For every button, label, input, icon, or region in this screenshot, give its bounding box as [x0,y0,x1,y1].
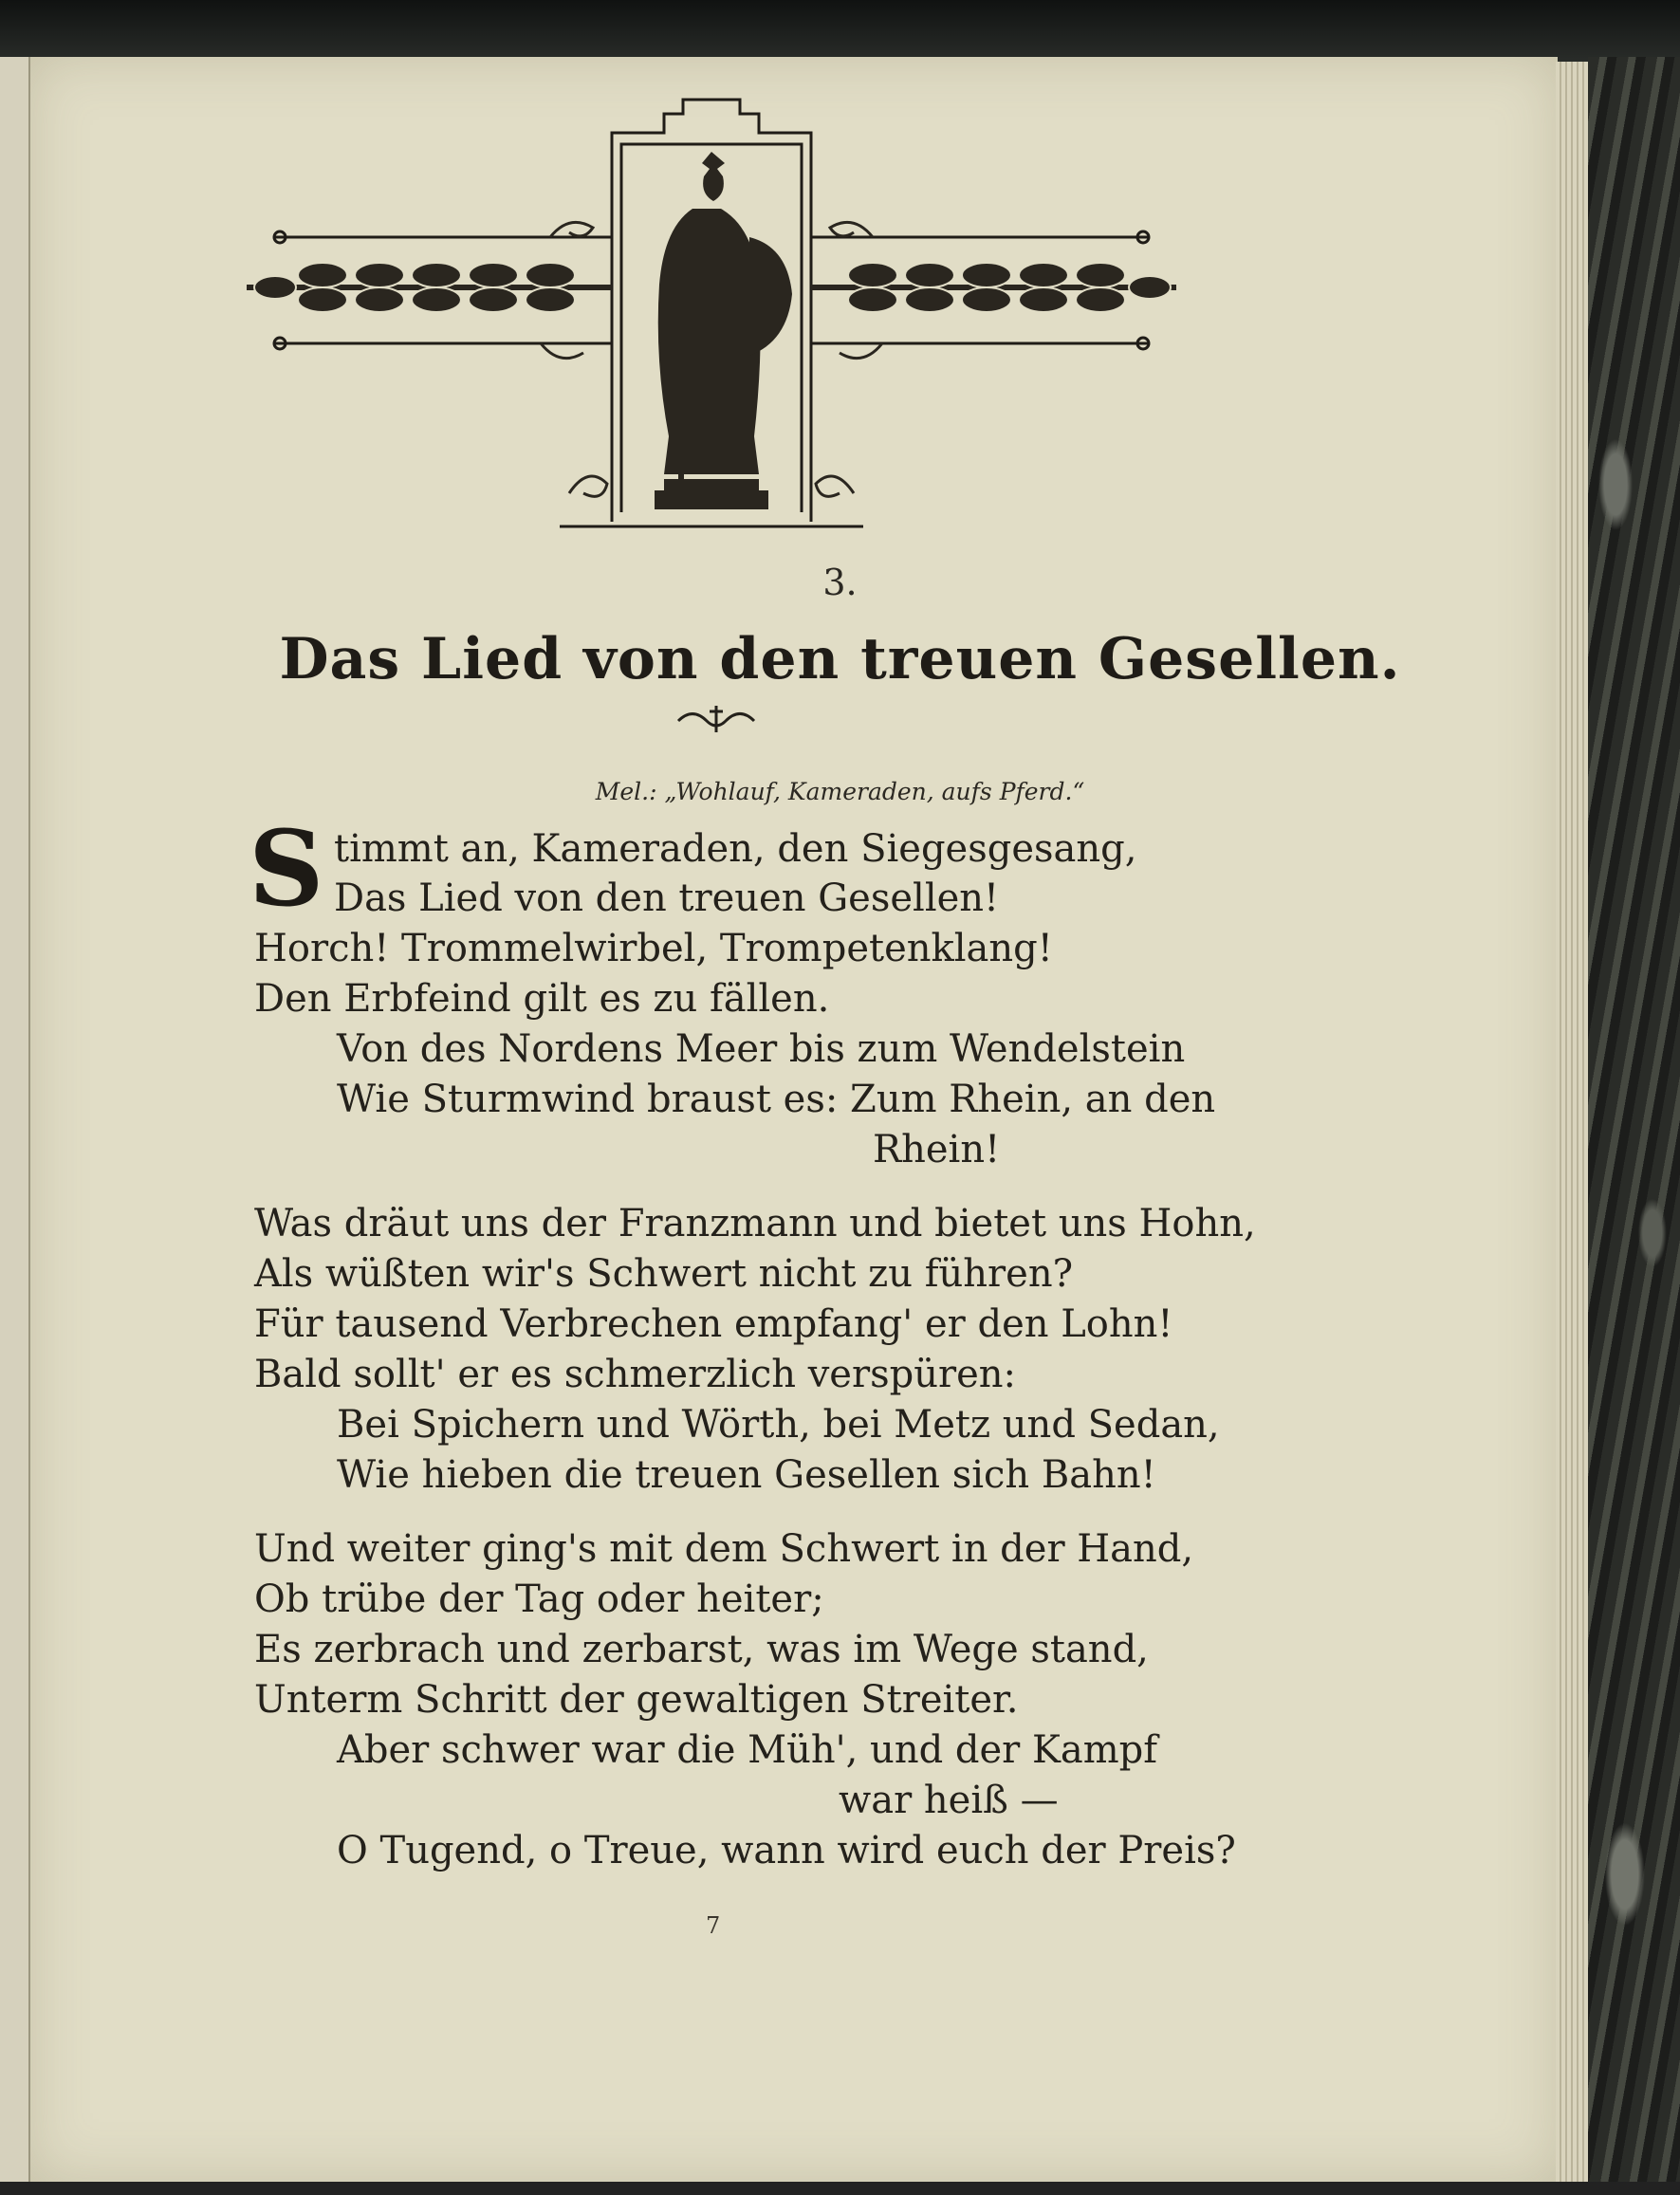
stanza1-line7: Rhein! [873,1128,1001,1171]
stanza3-line3: Es zerbrach und zerbarst, was im Wege stand, [254,1628,1149,1671]
stanza2-line5: Bei Spichern und Wörth, bei Metz und Sedan, [337,1403,1220,1447]
drop-cap: S [249,807,324,930]
stanza2-line4: Bald sollt' er es schmerzlich verspüren: [254,1353,1017,1396]
marbled-cover [1588,57,1680,2195]
stanza3-line1: Und weiter ging's mit dem Schwert in der Hand, [254,1527,1194,1571]
stanza2-line2: Als wüßten wir's Schwert nicht zu führen? [254,1252,1074,1296]
left-page-edge [0,57,30,2195]
page-number: 7 [706,1912,721,1939]
stanza1-line1: timmt an, Kameraden, den Siegesgesang, [334,827,1137,871]
stanza3-line5: Aber schwer war die Müh', und der Kampf [337,1728,1158,1772]
stanza1-line2: Das Lied von den treuen Gesellen! [334,876,1000,920]
germania-statue-oak-garland-icon [237,95,1186,541]
stanza1-line4: Den Erbfeind gilt es zu fällen. [254,977,830,1021]
stanza2-line3: Für tausend Verbrechen empfang' er den Lohn! [254,1302,1173,1346]
page-stack-edge [1556,62,1588,2182]
poem-number: 3. [822,562,858,603]
melody-note: Mel.: „Wohlauf, Kameraden, aufs Pferd.“ [595,778,1085,805]
stanza1-line3: Horch! Trommelwirbel, Trompetenklang! [254,927,1053,970]
stanza3-line7: O Tugend, o Treue, wann wird euch der Preis? [337,1829,1236,1872]
stanza2-line1: Was dräut uns der Franzmann und bietet uns Hohn, [254,1202,1256,1245]
stanza3-line4: Unterm Schritt der gewaltigen Streiter. [254,1678,1019,1722]
book-bottom-edge [0,2182,1680,2195]
title-flourish-icon [674,702,759,734]
stanza2-line6: Wie hieben die treuen Gesellen sich Bahn! [337,1453,1156,1497]
stanza3-line2: Ob trübe der Tag oder heiter; [254,1577,824,1621]
stanza3-line6: war heiß — [839,1779,1059,1822]
stanza1-line5: Von des Nordens Meer bis zum Wendelstein [337,1027,1186,1071]
poem-title: Das Lied von den treuen Gesellen. [279,626,1401,692]
stanza1-line6: Wie Sturmwind braust es: Zum Rhein, an den [337,1078,1216,1121]
